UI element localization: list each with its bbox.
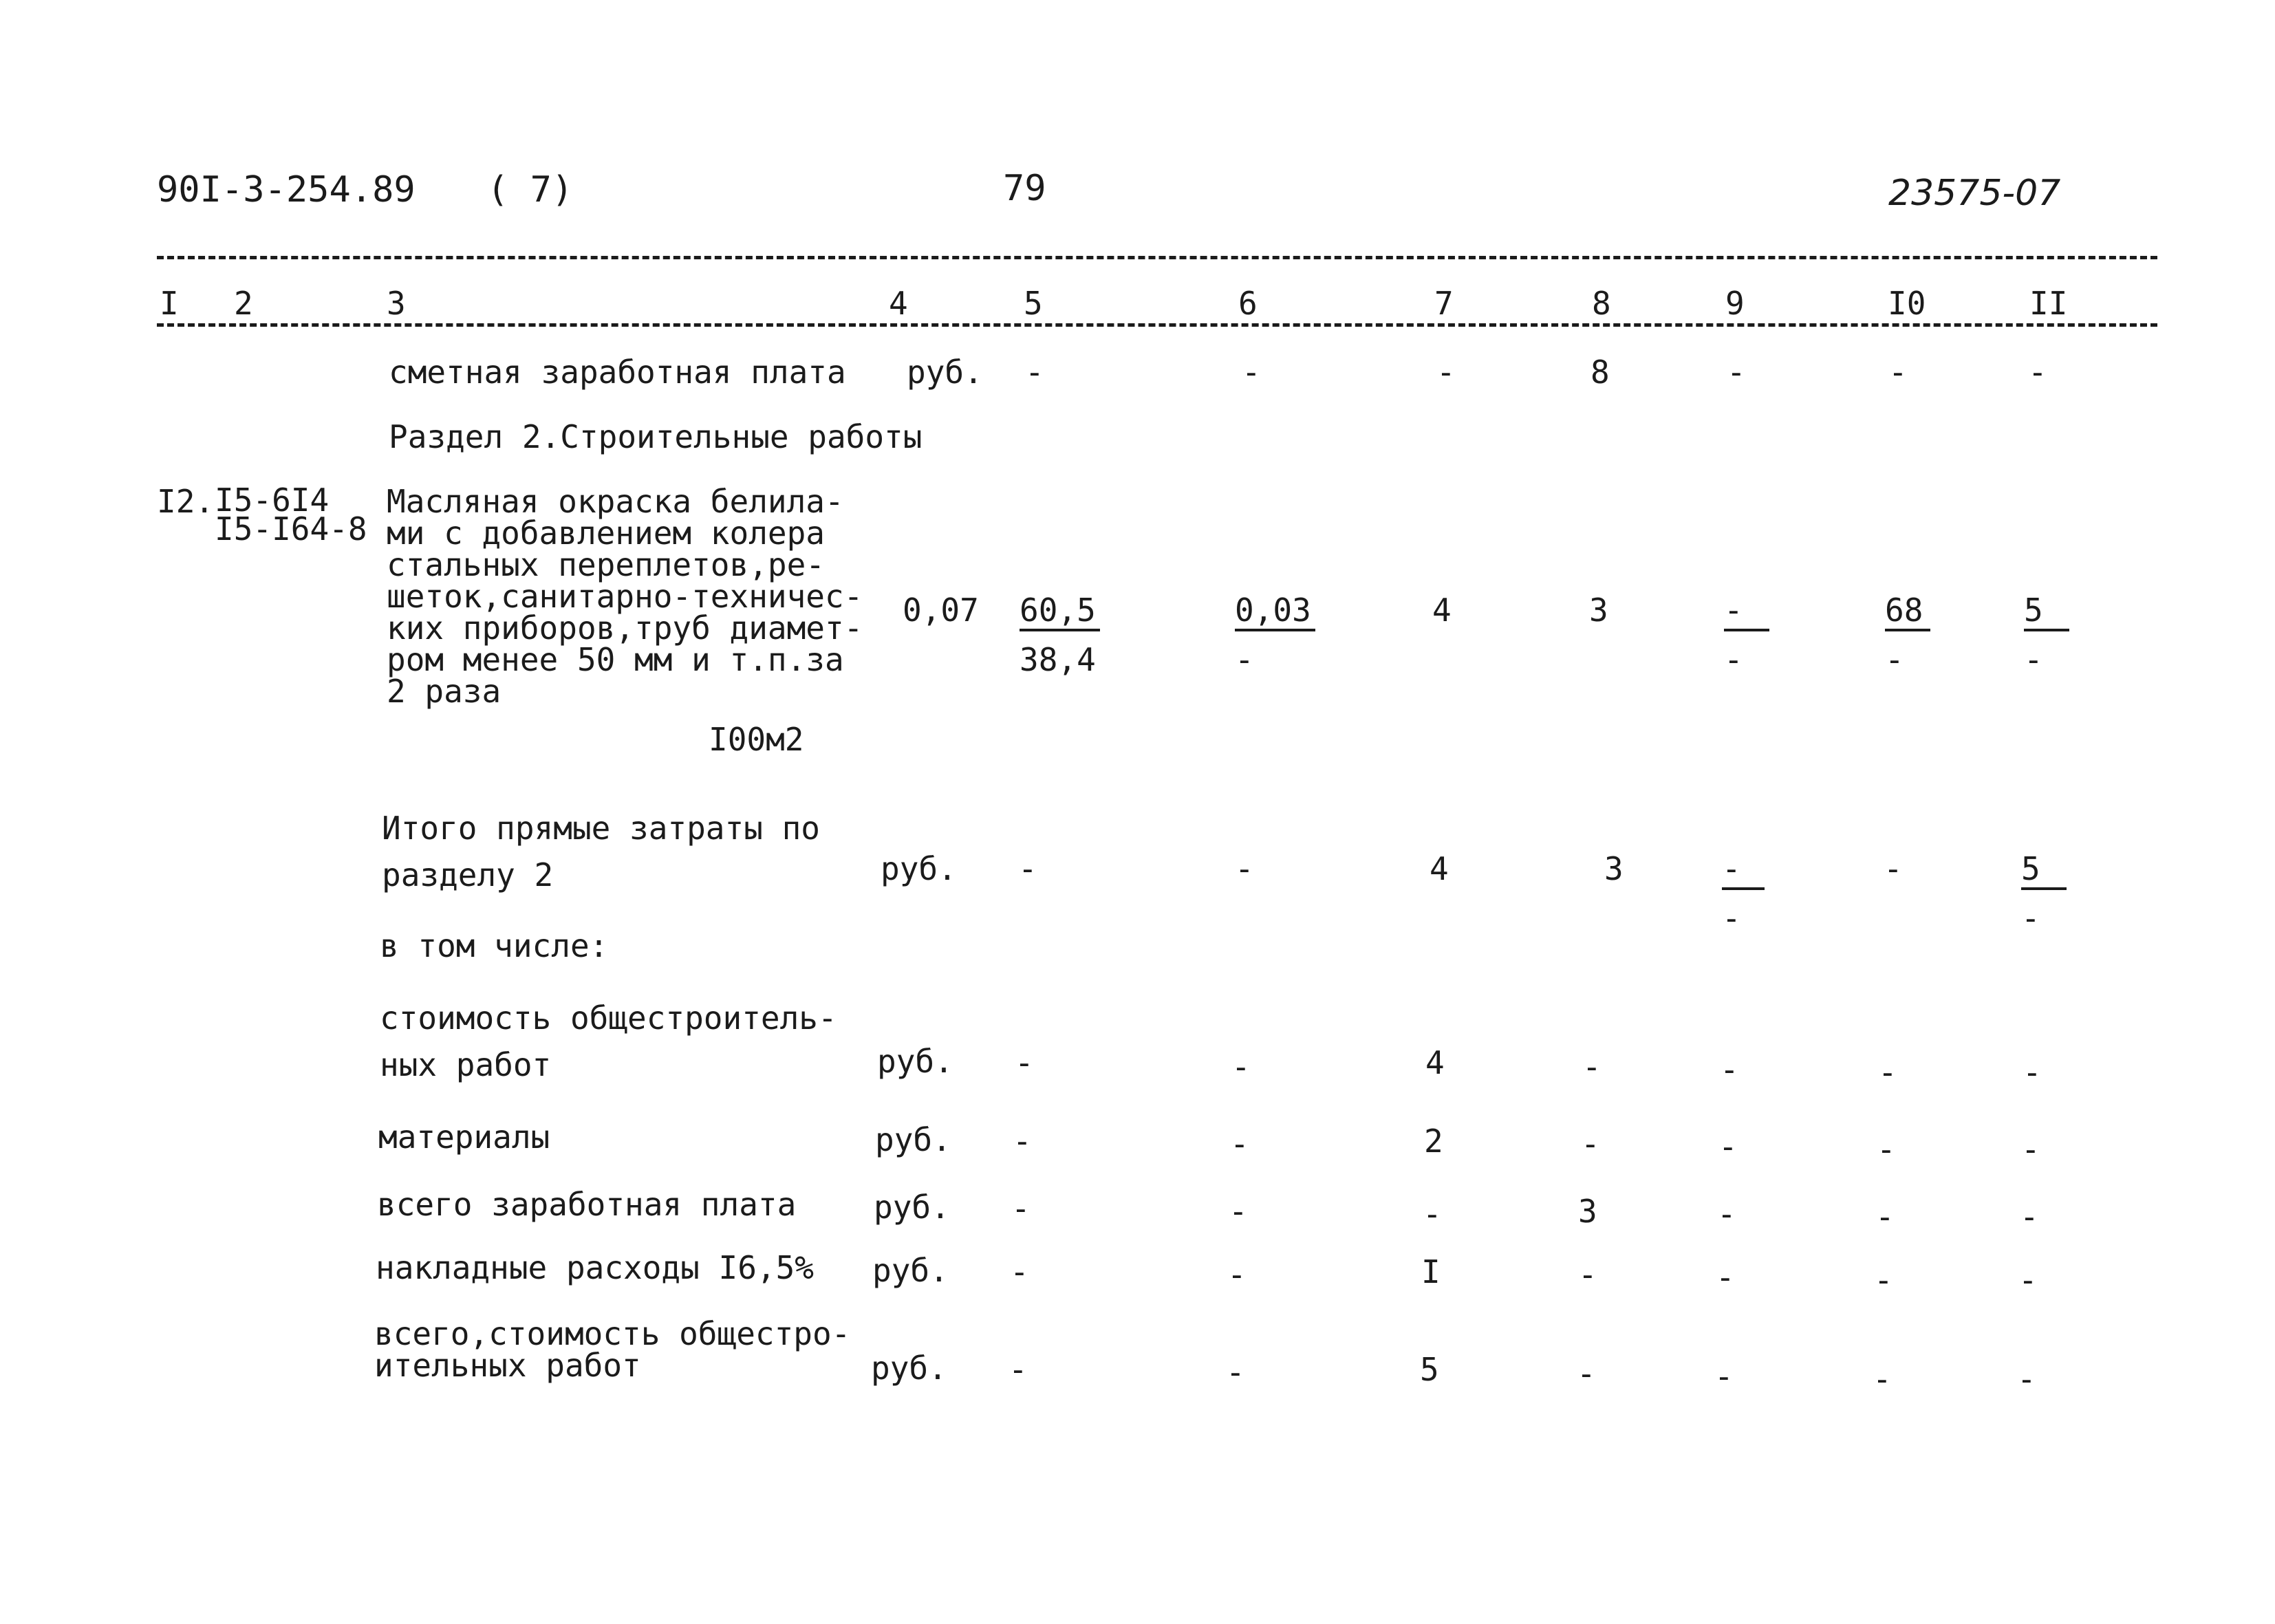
cell-col5: - bbox=[1015, 1044, 1034, 1081]
cell-col5: - bbox=[1025, 354, 1044, 391]
cell-col9: - bbox=[1727, 354, 1746, 391]
unit-cell: руб. bbox=[871, 1350, 947, 1387]
column-header: 2 bbox=[234, 285, 253, 322]
cell-col6: - bbox=[1235, 850, 1254, 887]
fraction-numerator: 5 bbox=[2021, 853, 2067, 890]
document-code: 90I-3-254.89 bbox=[157, 169, 416, 210]
column-header: 7 bbox=[1434, 285, 1454, 322]
unit-cell: руб. bbox=[875, 1121, 951, 1158]
cell-col5: - bbox=[1011, 1190, 1031, 1227]
item-codes: I5-6I4 I5-I64-8 bbox=[215, 481, 367, 548]
row-description: всего заработная плата bbox=[377, 1186, 797, 1223]
cell-col6: - bbox=[1230, 1125, 1249, 1162]
column-header: 8 bbox=[1592, 285, 1611, 322]
cell-col8: 3 bbox=[1604, 850, 1624, 887]
item-description: Масляная окраска белила- ми с добавлением колера стальных переплетов,ре- шеток,санитарно-техничес- ких приборов,труб диамет- ром менее 50 мм и т.п.за 2 раза bbox=[387, 483, 863, 710]
fraction-numerator: 60,5 bbox=[1020, 594, 1100, 631]
cell-col7: - bbox=[1436, 354, 1456, 391]
column-header: 3 bbox=[387, 285, 406, 322]
unit-cell: руб. bbox=[881, 850, 957, 887]
measure-unit: I00м2 bbox=[709, 721, 804, 758]
cell-col6: - bbox=[1227, 1256, 1247, 1293]
cell-col8: - bbox=[1578, 1256, 1597, 1293]
fraction-numerator: - bbox=[1722, 853, 1765, 890]
table-top-rule bbox=[157, 256, 2157, 259]
row-description: всего,стоимость общестро- ительных работ bbox=[374, 1315, 851, 1384]
cell-col11: - bbox=[2021, 1131, 2040, 1168]
cell-col5: - bbox=[1010, 1253, 1029, 1290]
cell-col7: 2 bbox=[1424, 1123, 1443, 1160]
row-description: накладные расходы I6,5% bbox=[376, 1249, 814, 1286]
cell-col9-fraction bbox=[1724, 592, 1769, 678]
fraction-numerator: 68 bbox=[1885, 594, 1930, 631]
part-number: ( 7) bbox=[487, 169, 574, 210]
cell-col8: - bbox=[1582, 1048, 1602, 1085]
cell-col10: - bbox=[1878, 1054, 1897, 1091]
cell-col5: - bbox=[1009, 1351, 1028, 1388]
fraction-denominator: - bbox=[1724, 641, 1743, 678]
cell-col9: - bbox=[1714, 1358, 1734, 1395]
fraction-denominator: - bbox=[1885, 641, 1904, 678]
inventory-number: 23575-07 bbox=[1888, 173, 2061, 214]
cell-col9: - bbox=[1720, 1051, 1739, 1088]
cell-col5: - bbox=[1018, 850, 1037, 887]
quantity-cell: 0,07 bbox=[903, 592, 979, 629]
cell-col5-fraction bbox=[1020, 592, 1100, 678]
cell-col11: - bbox=[2028, 354, 2047, 391]
cell-col10: - bbox=[1874, 1262, 1893, 1299]
page-number: 79 bbox=[1003, 168, 1046, 209]
cell-col11-fraction bbox=[2024, 592, 2069, 678]
cell-col6: - bbox=[1242, 354, 1261, 391]
fraction-numerator: - bbox=[1724, 594, 1769, 631]
unit-cell: руб. bbox=[877, 1043, 953, 1080]
row-description: материалы bbox=[378, 1118, 550, 1156]
cell-col6: - bbox=[1229, 1193, 1248, 1230]
fraction-numerator: 0,03 bbox=[1235, 594, 1315, 631]
column-header: 5 bbox=[1024, 285, 1043, 322]
cell-col10: - bbox=[1888, 354, 1908, 391]
fraction-denominator: - bbox=[2024, 641, 2043, 678]
cell-col8: - bbox=[1581, 1125, 1600, 1162]
unit-cell: руб. bbox=[872, 1252, 949, 1289]
cell-col11: - bbox=[2023, 1054, 2042, 1091]
cell-col7: 5 bbox=[1420, 1351, 1439, 1388]
column-header: 4 bbox=[889, 285, 908, 322]
cell-col8: - bbox=[1577, 1355, 1596, 1392]
cell-col6: - bbox=[1226, 1354, 1245, 1391]
cell-col9: - bbox=[1717, 1195, 1736, 1233]
column-header: 9 bbox=[1725, 285, 1745, 322]
cell-col9-fraction bbox=[1722, 850, 1765, 937]
cell-col10: - bbox=[1873, 1361, 1892, 1398]
row-description: стоимость общестроитель- ных работ bbox=[380, 999, 837, 1083]
cell-col10: - bbox=[1877, 1131, 1896, 1168]
fraction-denominator: 38,4 bbox=[1020, 641, 1096, 678]
cell-col11: - bbox=[2018, 1262, 2038, 1299]
column-header: 6 bbox=[1238, 285, 1258, 322]
cell-col7: 4 bbox=[1425, 1044, 1445, 1081]
cell-col6-fraction bbox=[1235, 592, 1315, 678]
cell-col9: - bbox=[1718, 1128, 1738, 1165]
cell-col7: 4 bbox=[1430, 850, 1449, 887]
row-description: сметная заработная плата bbox=[389, 354, 846, 391]
item-number: I2. bbox=[157, 483, 215, 520]
unit-cell: руб. bbox=[907, 354, 983, 391]
cell-col7: I bbox=[1421, 1253, 1441, 1290]
column-header: II bbox=[2029, 285, 2068, 322]
column-header: I0 bbox=[1888, 285, 1926, 322]
cell-col8: 8 bbox=[1591, 354, 1610, 391]
cell-col11: - bbox=[2017, 1361, 2036, 1398]
cell-col10-fraction bbox=[1885, 592, 1930, 678]
cell-col9: - bbox=[1716, 1259, 1735, 1296]
fraction-denominator: - bbox=[1722, 900, 1741, 937]
fraction-denominator: - bbox=[1235, 641, 1254, 678]
cell-col5: - bbox=[1013, 1123, 1032, 1160]
header-bottom-rule bbox=[157, 323, 2157, 327]
column-header: I bbox=[160, 285, 179, 322]
cell-col10: - bbox=[1875, 1198, 1895, 1235]
unit-cell: руб. bbox=[874, 1189, 950, 1226]
cell-col8: 3 bbox=[1578, 1193, 1597, 1230]
cell-col11-fraction bbox=[2021, 850, 2067, 937]
cell-col7: - bbox=[1423, 1195, 1442, 1233]
cell-col6: - bbox=[1231, 1048, 1251, 1085]
including-label: в том числе: bbox=[380, 927, 609, 964]
fraction-denominator: - bbox=[2021, 900, 2040, 937]
fraction-numerator: 5 bbox=[2024, 594, 2069, 631]
row-description: Итого прямые затраты по разделу 2 bbox=[382, 810, 820, 894]
cell-col8: 3 bbox=[1589, 592, 1608, 629]
section-heading: Раздел 2.Строительные работы bbox=[389, 418, 923, 455]
cell-col7: 4 bbox=[1432, 592, 1452, 629]
cell-col10: - bbox=[1884, 850, 1903, 887]
cell-col11: - bbox=[2020, 1198, 2039, 1235]
